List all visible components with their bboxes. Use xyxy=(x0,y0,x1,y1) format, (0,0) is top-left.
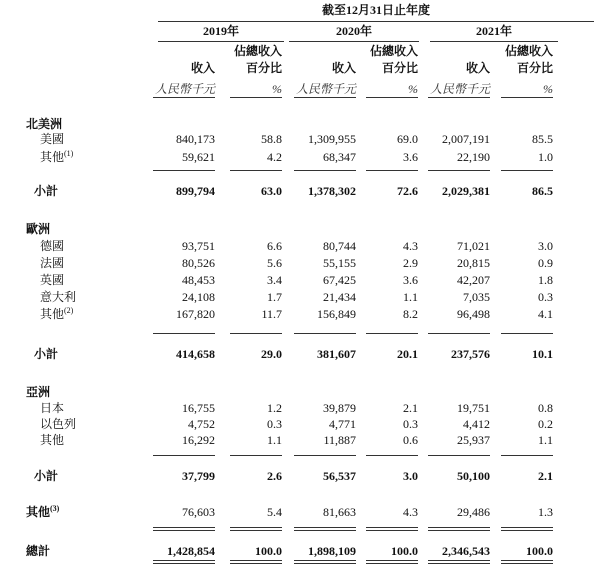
row-label: 其他$^{(1)}$ xyxy=(40,149,74,164)
row-label: 北美洲 xyxy=(26,117,63,131)
col-header-revenue: 收入 xyxy=(465,61,490,75)
year-rule xyxy=(158,41,284,42)
sum-rule xyxy=(428,563,490,564)
revenue-cell: 29,486 xyxy=(457,505,490,519)
pct-cell: 11.7 xyxy=(261,307,282,321)
sum-rule xyxy=(153,170,215,171)
pct-cell: 4.3 xyxy=(403,505,418,519)
unit-revenue: 人民幣千元 xyxy=(429,82,490,96)
revenue-cell: 67,425 xyxy=(323,273,356,287)
footnote-marker: (1) xyxy=(64,149,74,158)
revenue-cell: 1,898,109 xyxy=(308,544,356,558)
year-rule xyxy=(430,41,558,42)
revenue-cell: 840,173 xyxy=(176,132,215,146)
pct-cell: 8.2 xyxy=(403,307,418,321)
sum-rule xyxy=(501,527,553,528)
pct-cell: 58.8 xyxy=(261,132,282,146)
sum-rule xyxy=(153,527,215,528)
sum-rule xyxy=(230,333,282,334)
sum-rule xyxy=(366,563,418,564)
sum-rule xyxy=(294,563,356,564)
row-label: 小計 xyxy=(34,469,59,483)
header-rule xyxy=(230,97,282,98)
row-label: 法國 xyxy=(40,256,65,270)
revenue-cell: 50,100 xyxy=(457,469,490,483)
pct-cell: 1.8 xyxy=(538,273,553,287)
sum-rule xyxy=(366,333,418,334)
revenue-cell: 76,603 xyxy=(182,505,215,519)
revenue-cell: 167,820 xyxy=(176,307,215,321)
footnote-marker: (2) xyxy=(64,306,74,315)
unit-pct: % xyxy=(408,82,418,96)
unit-revenue: 人民幣千元 xyxy=(154,82,215,96)
row-label: 小計 xyxy=(34,184,59,198)
pct-cell: 2.6 xyxy=(267,469,282,483)
sum-rule xyxy=(501,170,553,171)
sum-rule xyxy=(501,530,553,531)
row-label: 德國 xyxy=(40,239,65,253)
pct-cell: 100.0 xyxy=(526,544,553,558)
sum-rule xyxy=(366,560,418,561)
revenue-cell: 96,498 xyxy=(457,307,490,321)
col-header-revenue: 收入 xyxy=(190,61,215,75)
pct-cell: 72.6 xyxy=(397,184,418,198)
header-rule xyxy=(366,97,418,98)
revenue-cell: 899,794 xyxy=(176,184,215,198)
sum-rule xyxy=(230,560,282,561)
revenue-cell: 25,937 xyxy=(457,433,490,447)
sum-rule xyxy=(153,455,215,456)
year-rule xyxy=(289,41,419,42)
year-header: 2020年 xyxy=(335,24,372,38)
pct-cell: 0.3 xyxy=(538,290,553,304)
sum-rule xyxy=(294,333,356,334)
pct-cell: 5.6 xyxy=(267,256,282,270)
pct-cell: 29.0 xyxy=(261,347,282,361)
pct-cell: 1.3 xyxy=(538,505,553,519)
revenue-cell: 59,621 xyxy=(182,150,215,164)
revenue-cell: 4,412 xyxy=(463,417,490,431)
col-header-revenue: 收入 xyxy=(331,61,356,75)
header-rule xyxy=(294,97,356,98)
revenue-cell: 1,428,854 xyxy=(167,544,215,558)
revenue-cell: 237,576 xyxy=(451,347,490,361)
sum-rule xyxy=(294,560,356,561)
header-rule xyxy=(153,97,215,98)
sum-rule xyxy=(294,527,356,528)
revenue-cell: 21,434 xyxy=(323,290,356,304)
pct-cell: 3.6 xyxy=(403,150,418,164)
unit-pct: % xyxy=(543,82,553,96)
pct-cell: 2.1 xyxy=(538,469,553,483)
revenue-cell: 1,378,302 xyxy=(308,184,356,198)
header-rule xyxy=(428,97,490,98)
sum-rule xyxy=(366,455,418,456)
sum-rule xyxy=(294,170,356,171)
revenue-cell: 2,346,543 xyxy=(442,544,490,558)
pct-cell: 85.5 xyxy=(532,132,553,146)
revenue-cell: 156,849 xyxy=(317,307,356,321)
col-header-pct-line2: 百分比 xyxy=(516,61,553,75)
sum-rule xyxy=(366,530,418,531)
year-header: 2019年 xyxy=(202,24,239,38)
revenue-cell: 93,751 xyxy=(182,239,215,253)
revenue-cell: 71,021 xyxy=(457,239,490,253)
pct-cell: 86.5 xyxy=(532,184,553,198)
pct-cell: 1.1 xyxy=(403,290,418,304)
pct-cell: 1.1 xyxy=(267,433,282,447)
sum-rule xyxy=(428,527,490,528)
revenue-cell: 80,744 xyxy=(323,239,356,253)
pct-cell: 0.6 xyxy=(403,433,418,447)
pct-cell: 63.0 xyxy=(261,184,282,198)
row-label: 以色列 xyxy=(40,417,77,431)
sum-rule xyxy=(230,170,282,171)
revenue-cell: 39,879 xyxy=(323,401,356,415)
sum-rule xyxy=(294,530,356,531)
revenue-cell: 11,887 xyxy=(323,433,356,447)
row-label: 其他$^{(2)}$ xyxy=(40,306,74,321)
pct-cell: 0.3 xyxy=(267,417,282,431)
footnote-marker: (3) xyxy=(50,504,60,513)
revenue-cell: 16,755 xyxy=(182,401,215,415)
revenue-cell: 37,799 xyxy=(182,469,215,483)
pct-cell: 6.6 xyxy=(267,239,282,253)
pct-cell: 3.6 xyxy=(403,273,418,287)
pct-cell: 1.0 xyxy=(538,150,553,164)
pct-cell: 100.0 xyxy=(255,544,282,558)
pct-cell: 0.9 xyxy=(538,256,553,270)
sum-rule xyxy=(501,560,553,561)
row-label: 小計 xyxy=(34,347,59,361)
sum-rule xyxy=(428,530,490,531)
revenue-cell: 24,108 xyxy=(182,290,215,304)
revenue-cell: 4,771 xyxy=(329,417,356,431)
pct-cell: 0.3 xyxy=(403,417,418,431)
sum-rule xyxy=(230,527,282,528)
row-label: 歐洲 xyxy=(26,222,51,236)
sum-rule xyxy=(230,563,282,564)
revenue-cell: 56,537 xyxy=(323,469,356,483)
sum-rule xyxy=(501,455,553,456)
col-header-pct-line2: 百分比 xyxy=(381,61,418,75)
row-label: 其他$^{(3)}$ xyxy=(26,504,60,519)
col-header-pct-line1: 佔總收入 xyxy=(369,44,418,58)
pct-cell: 4.2 xyxy=(267,150,282,164)
revenue-cell: 2,029,381 xyxy=(442,184,490,198)
sum-rule xyxy=(428,333,490,334)
revenue-cell: 55,155 xyxy=(323,256,356,270)
row-label: 總計 xyxy=(26,544,51,558)
revenue-cell: 19,751 xyxy=(457,401,490,415)
revenue-cell: 22,190 xyxy=(457,150,490,164)
sum-rule xyxy=(294,455,356,456)
revenue-cell: 2,007,191 xyxy=(442,132,490,146)
revenue-cell: 48,453 xyxy=(182,273,215,287)
unit-pct: % xyxy=(272,82,282,96)
revenue-cell: 20,815 xyxy=(457,256,490,270)
sum-rule xyxy=(428,170,490,171)
period-title: 截至12月31日止年度 xyxy=(321,3,430,17)
sum-rule xyxy=(153,560,215,561)
revenue-cell: 80,526 xyxy=(182,256,215,270)
pct-cell: 4.1 xyxy=(538,307,553,321)
period-title-rule xyxy=(158,21,594,22)
pct-cell: 2.1 xyxy=(403,401,418,415)
revenue-cell: 7,035 xyxy=(463,290,490,304)
sum-rule xyxy=(501,333,553,334)
pct-cell: 4.3 xyxy=(403,239,418,253)
row-label: 美國 xyxy=(40,132,65,146)
revenue-cell: 381,607 xyxy=(317,347,356,361)
pct-cell: 100.0 xyxy=(391,544,418,558)
pct-cell: 0.2 xyxy=(538,417,553,431)
revenue-cell: 68,347 xyxy=(323,150,356,164)
sum-rule xyxy=(501,563,553,564)
row-label: 英國 xyxy=(40,273,65,287)
sum-rule xyxy=(153,563,215,564)
year-header: 2021年 xyxy=(475,24,512,38)
pct-cell: 3.0 xyxy=(403,469,418,483)
sum-rule xyxy=(366,170,418,171)
pct-cell: 3.0 xyxy=(538,239,553,253)
revenue-cell: 4,752 xyxy=(188,417,215,431)
sum-rule xyxy=(428,560,490,561)
col-header-pct-line1: 佔總收入 xyxy=(504,44,553,58)
pct-cell: 20.1 xyxy=(397,347,418,361)
header-rule xyxy=(501,97,553,98)
revenue-cell: 16,292 xyxy=(182,433,215,447)
row-label: 日本 xyxy=(40,401,65,415)
pct-cell: 1.7 xyxy=(267,290,282,304)
row-label: 亞洲 xyxy=(26,385,51,399)
sum-rule xyxy=(153,530,215,531)
pct-cell: 5.4 xyxy=(267,505,282,519)
col-header-pct-line2: 百分比 xyxy=(245,61,282,75)
sum-rule xyxy=(366,527,418,528)
pct-cell: 69.0 xyxy=(397,132,418,146)
revenue-cell: 414,658 xyxy=(176,347,215,361)
sum-rule xyxy=(230,455,282,456)
pct-cell: 3.4 xyxy=(267,273,282,287)
pct-cell: 10.1 xyxy=(532,347,553,361)
sum-rule xyxy=(230,530,282,531)
sum-rule xyxy=(428,455,490,456)
revenue-cell: 1,309,955 xyxy=(308,132,356,146)
revenue-cell: 42,207 xyxy=(457,273,490,287)
row-label: 其他 xyxy=(40,433,65,447)
pct-cell: 2.9 xyxy=(403,256,418,270)
pct-cell: 0.8 xyxy=(538,401,553,415)
unit-revenue: 人民幣千元 xyxy=(295,82,356,96)
sum-rule xyxy=(153,333,215,334)
col-header-pct-line1: 佔總收入 xyxy=(233,44,282,58)
revenue-cell: 81,663 xyxy=(323,505,356,519)
row-label: 意大利 xyxy=(40,290,77,304)
pct-cell: 1.1 xyxy=(538,433,553,447)
pct-cell: 1.2 xyxy=(267,401,282,415)
